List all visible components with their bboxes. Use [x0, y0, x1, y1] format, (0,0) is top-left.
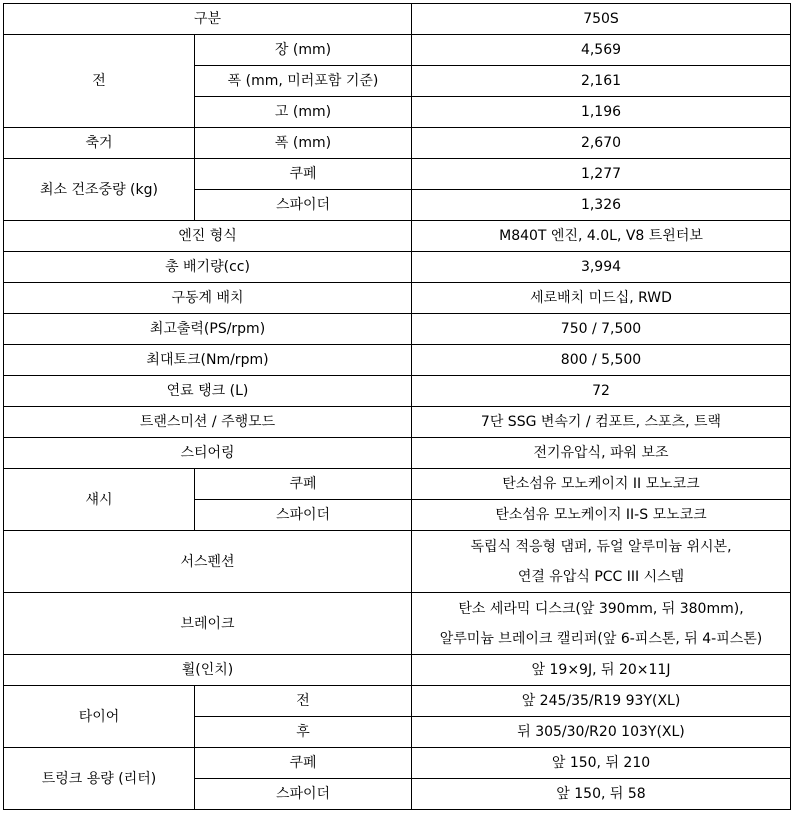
row-value: 7단 SSG 변속기 / 컴포트, 스포츠, 트랙	[412, 407, 791, 438]
row-value: 2,161	[412, 66, 791, 97]
header-model: 750S	[412, 4, 791, 35]
table-row	[4, 531, 791, 593]
row-value: 1,277	[412, 159, 791, 190]
group-trunk: 트렁크 용량 (리터)	[4, 748, 195, 810]
row-value: 앞 19×9J, 뒤 20×11J	[412, 655, 791, 686]
table-row	[4, 35, 791, 66]
table-row	[4, 748, 791, 779]
row-value	[412, 593, 791, 655]
row-label: 스티어링	[4, 438, 412, 469]
table-row	[4, 438, 791, 469]
row-label: 쿠페	[195, 748, 412, 779]
table-row	[4, 686, 791, 717]
row-value: 3,994	[412, 252, 791, 283]
row-label: 전	[195, 686, 412, 717]
row-value: 750 / 7,500	[412, 314, 791, 345]
row-label: 최대토크(Nm/rpm)	[4, 345, 412, 376]
row-value: 뒤 305/30/R20 103Y(XL)	[412, 717, 791, 748]
row-label: 쿠페	[195, 469, 412, 500]
row-label: 장 (mm)	[195, 35, 412, 66]
table-row	[4, 128, 791, 159]
row-label: 최고출력(PS/rpm)	[4, 314, 412, 345]
row-value: M840T 엔진, 4.0L, V8 트윈터보	[412, 221, 791, 252]
brake-line-1: 탄소 세라믹 디스크(앞 390mm, 뒤 380mm),	[458, 600, 744, 617]
row-label: 서스펜션	[4, 531, 412, 593]
group-axle: 축거	[4, 128, 195, 159]
group-chassis: 섀시	[4, 469, 195, 531]
row-label: 스파이더	[195, 190, 412, 221]
row-value: 1,326	[412, 190, 791, 221]
table-row	[4, 252, 791, 283]
table-row	[4, 655, 791, 686]
table-row	[4, 469, 791, 500]
table-row	[4, 159, 791, 190]
row-label: 총 배기량(cc)	[4, 252, 412, 283]
row-value: 1,196	[412, 97, 791, 128]
row-value: 세로배치 미드십, RWD	[412, 283, 791, 314]
row-label: 연료 탱크 (L)	[4, 376, 412, 407]
row-label: 폭 (mm)	[195, 128, 412, 159]
suspension-line-1: 독립식 적응형 댐퍼, 듀얼 알루미늄 위시본,	[470, 538, 732, 555]
row-label: 폭 (mm, 미러포함 기준)	[195, 66, 412, 97]
table-row-header	[4, 4, 791, 35]
row-value: 72	[412, 376, 791, 407]
row-label: 후	[195, 717, 412, 748]
row-value: 800 / 5,500	[412, 345, 791, 376]
row-label: 휠(인치)	[4, 655, 412, 686]
row-label: 쿠페	[195, 159, 412, 190]
row-label: 브레이크	[4, 593, 412, 655]
brake-line-2: 알루미늄 브레이크 캘리퍼(앞 6-피스톤, 뒤 4-피스톤)	[439, 630, 763, 647]
group-tire: 타이어	[4, 686, 195, 748]
row-value: 앞 150, 뒤 58	[412, 779, 791, 810]
row-value: 탄소섬유 모노케이지 II-S 모노코크	[412, 500, 791, 531]
row-label: 구동계 배치	[4, 283, 412, 314]
spec-table	[3, 3, 791, 810]
table-row	[4, 221, 791, 252]
row-value: 전기유압식, 파워 보조	[412, 438, 791, 469]
row-label: 고 (mm)	[195, 97, 412, 128]
row-label: 스파이더	[195, 500, 412, 531]
header-category: 구분	[4, 4, 412, 35]
row-value: 앞 150, 뒤 210	[412, 748, 791, 779]
table-row	[4, 314, 791, 345]
row-value: 탄소섬유 모노케이지 II 모노코크	[412, 469, 791, 500]
group-front: 전	[4, 35, 195, 128]
row-label: 스파이더	[195, 779, 412, 810]
row-label: 트랜스미션 / 주행모드	[4, 407, 412, 438]
row-value: 2,670	[412, 128, 791, 159]
table-row	[4, 283, 791, 314]
table-row	[4, 345, 791, 376]
row-value: 4,569	[412, 35, 791, 66]
row-value	[412, 531, 791, 593]
table-row	[4, 376, 791, 407]
suspension-line-2: 연결 유압식 PCC III 시스템	[517, 568, 685, 585]
row-label: 엔진 형식	[4, 221, 412, 252]
table-row	[4, 407, 791, 438]
row-value: 앞 245/35/R19 93Y(XL)	[412, 686, 791, 717]
group-weight: 최소 건조중량 (kg)	[4, 159, 195, 221]
table-row	[4, 593, 791, 655]
